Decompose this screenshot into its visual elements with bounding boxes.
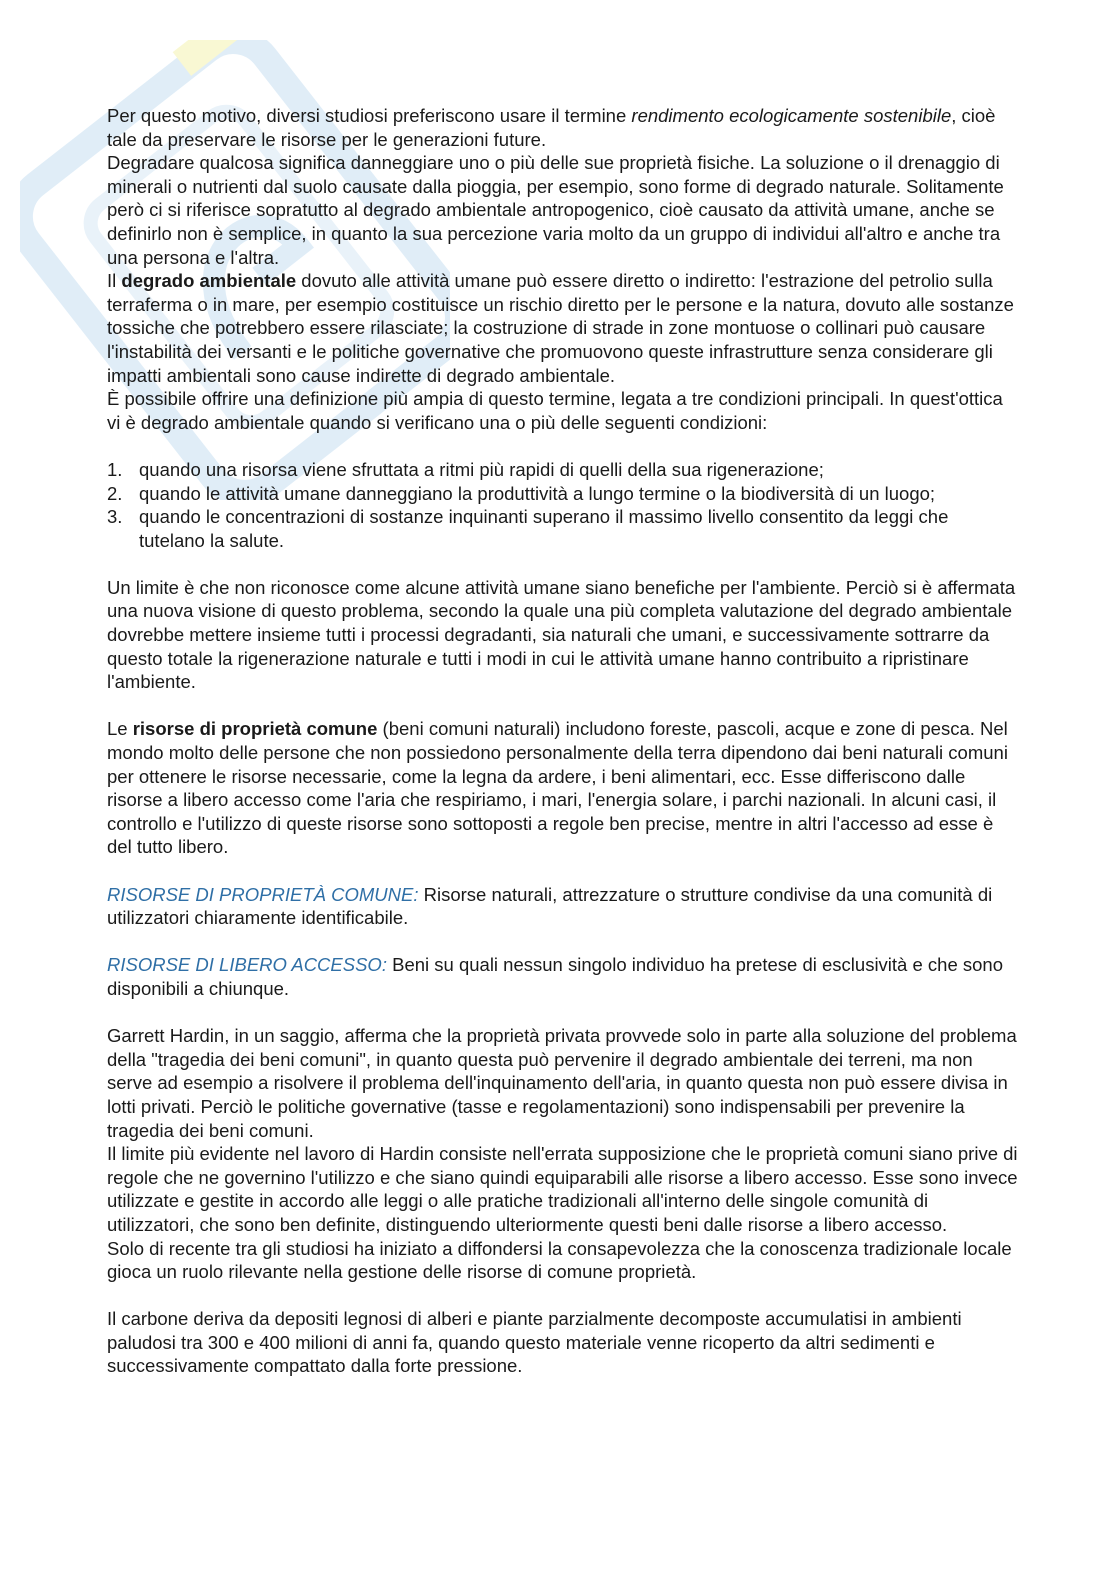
paragraph-definizione: È possibile offrire una definizione più ampia di questo termine, legata a tre condizioni principali. In quest'ottica vi è degrado ambientale quando si verificano una o più delle seguenti condizioni: <box>107 388 1003 433</box>
paragraph-sostenibile <box>107 104 1019 151</box>
text-run: Per questo motivo, diversi studiosi preferiscono usare il termine <box>107 105 632 126</box>
bold-term: degrado ambientale <box>121 270 297 292</box>
paragraph-degradare: Degradare qualcosa significa danneggiare uno o più delle sue proprietà fisiche. La soluzione o il drenaggio di minerali o nutrienti dal suolo causate dalla pioggia, per esempio, sono forme di degrado naturale. Solitamente però ci si riferisce sopratutto al degrado ambientale antropogenico, cioè causato da attività umane, anche se definirlo non è semplice, in quanto la sua percezione varia molto da un gruppo di individui all'altro e anche tra una persona e l'altra. <box>107 152 1004 268</box>
paragraph-carbone: Il carbone deriva da depositi legnosi di alberi e piante parzialmente decomposte accumulatisi in ambienti paludosi tra 300 e 400 milioni di anni fa, quando questo materiale venne ricoperto da altri sedimenti e successivamente compattato dalla forte pressione. <box>107 1308 962 1377</box>
list-text: quando una risorsa viene sfruttata a ritmi più rapidi di quelli della sua rigenerazione; <box>139 458 824 480</box>
definition-text: Beni su quali nessun singolo individuo ha pretese di esclusività e che sono disponibili a chiunque. <box>107 954 1003 999</box>
list-item <box>107 505 1019 552</box>
list-number: 2. <box>107 482 123 504</box>
list-item <box>107 458 1019 482</box>
list-number: 1. <box>107 458 123 480</box>
document-page <box>107 104 1019 1378</box>
paragraph-limite-hardin: Il limite più evidente nel lavoro di Hardin consiste nell'errata supposizione che le proprietà comuni siano prive di regole che ne governino l'utilizzo e che siano quindi equiparabili alle risorse a libero accesso. Esse sono invece utilizzate e gestite in accordo alle leggi o alle pratiche tradizionali all'interno delle singole comunità di utilizzatori, che sono ben definite, distinguendo ulteriormente questi beni dalle risorse a libero accesso. <box>107 1143 1018 1235</box>
list-text: quando le concentrazioni di sostanze inquinanti superano il massimo livello consentito da leggi che tutelano la salute. <box>139 506 949 551</box>
text-run: Le <box>107 718 133 740</box>
text-run: , cioè tale da preservare le risorse per le generazioni future. <box>107 105 996 150</box>
paragraph-conoscenza-locale: Solo di recente tra gli studiosi ha iniziato a diffondersi la consapevolezza che la conoscenza tradizionale locale gioca un ruolo rilevante nella gestione delle risorse di comune proprietà. <box>107 1237 1012 1283</box>
definition-proprieta-comune <box>107 883 1019 930</box>
conditions-list <box>107 458 1019 552</box>
bold-term: risorse di proprietà comune <box>132 718 378 740</box>
paragraph-hardin: Garrett Hardin, in un saggio, afferma che la proprietà privata provvede solo in parte alla soluzione del problema della "tragedia dei beni comuni", in quanto questa può pervenire il degrado ambientale dei terreni, ma non serve ad esempio a risolvere il problema dell'inquinamento dell'aria, in quanto questa non può essere divisa in lotti privati. Perciò le politiche governative (tasse e regolamentazioni) sono indispensabili per prevenire la tragedia dei beni comuni. <box>107 1025 1017 1141</box>
list-item <box>107 482 1019 506</box>
definition-term: RISORSE DI PROPRIETÀ COMUNE: <box>107 883 419 905</box>
paragraph-limite: Un limite è che non riconosce come alcune attività umane siano benefiche per l'ambiente. Perciò si è affermata una nuova visione di questo problema, secondo la quale una più completa valutazione del degrado ambientale dovrebbe mettere insieme tutti i processi degradanti, sia naturali che umani, e successivamente sottrarre da questo totale la rigenerazione naturale e tutti i modi in cui le attività umane hanno contribuito a ripristinare l'ambiente. <box>107 576 1016 693</box>
definition-text: Risorse naturali, attrezzature o strutture condivise da una comunità di utilizzatori chiaramente identificabile. <box>107 883 993 929</box>
list-number: 3. <box>107 506 123 528</box>
italic-term: rendimento ecologicamente sostenibile <box>631 105 952 126</box>
text-run: (beni comuni naturali) includono foreste, pascoli, acque e zone di pesca. Nel mondo molto delle persone che non possiedono personalmente della terra dipendono dai beni naturali comuni per ottenere le risorse necessarie, come la legna da ardere, i beni alimentari, ecc. Esse differiscono dalle risorse a libero accesso come l'aria che respiriamo, i mari, l'energia solare, i parchi nazionali. In alcuni casi, il controllo e l'utilizzo di queste risorse sono sottoposti a regole ben precise, mentre in altri l'accesso ad esse è del tutto libero. <box>107 718 1008 858</box>
definition-libero-accesso <box>107 953 1019 1000</box>
paragraph-degrado-ambientale <box>107 269 1019 387</box>
definition-term: RISORSE DI LIBERO ACCESSO: <box>107 954 387 976</box>
text-run: Il <box>107 270 122 292</box>
paragraph-risorse-comuni <box>107 717 1019 859</box>
list-text: quando le attività umane danneggiano la produttività a lungo termine o la biodiversità di un luogo; <box>139 482 936 504</box>
text-run: dovuto alle attività umane può essere diretto o indiretto: l'estrazione del petrolio sulla terraferma o in mare, per esempio costituisce un rischio diretto per le persone e la natura, dovuto alle sostanze tossiche che potrebbero essere rilasciate; la costruzione di strade in zone montuose o collinari può causare l'instabilità dei versanti e le politiche governative che promuovono queste infrastrutture senza considerare gli impatti ambientali sono cause indirette di degrado ambientale. <box>107 270 1014 386</box>
